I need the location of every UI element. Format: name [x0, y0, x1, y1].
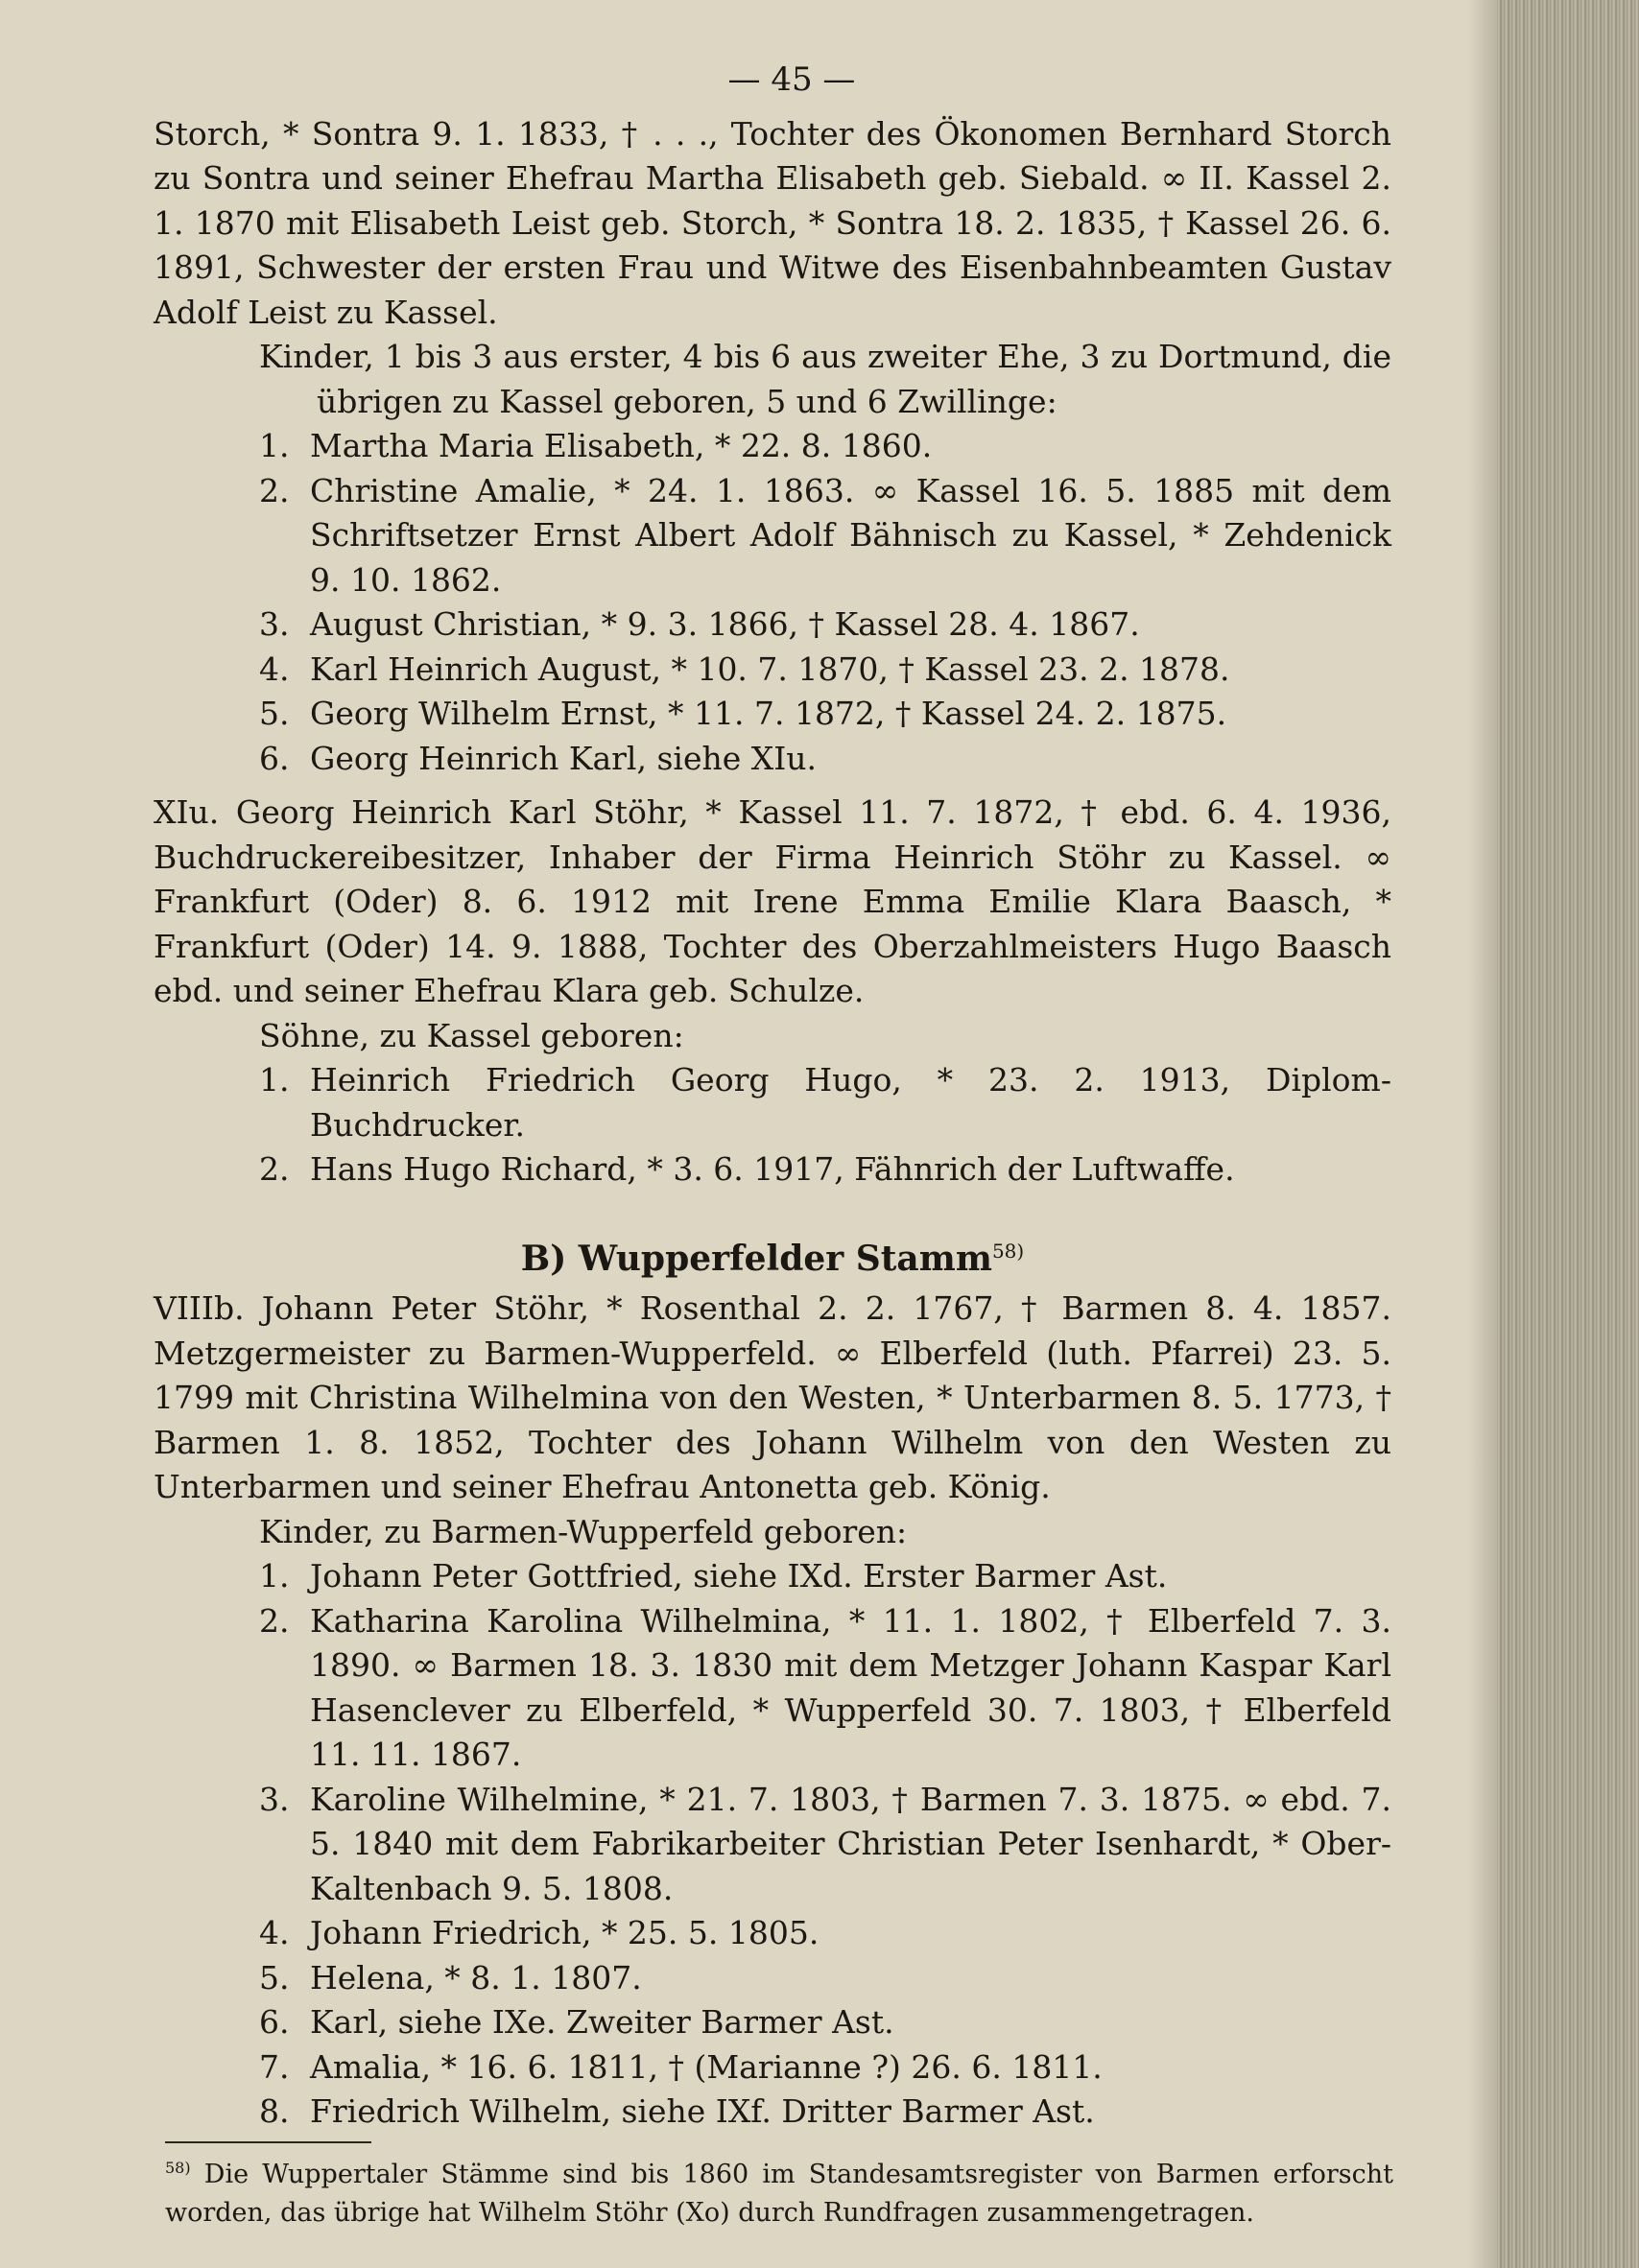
list-item-number: 6.	[259, 739, 290, 777]
text-block	[154, 58, 1391, 2135]
list-item	[154, 2045, 1391, 2091]
list-item	[154, 737, 1391, 782]
list-item-text: Karl, siehe IXe. Zweiter Barmer Ast.	[310, 2003, 894, 2041]
list-item-number: 4.	[259, 1914, 290, 1951]
list-item-text: Katharina Karolina Wilhelmina, * 11. 1. 1802, † Elberfeld 7. 3. 1890. ∞ Barmen 18. 3. 1830 mit dem Metzger Johann Kaspar Karl Hasenclever zu Elberfeld, * Wupperfeld 30. 7. 1803, † Elberfeld 11. 11. 1867.	[310, 1601, 1391, 1773]
children-b-heading: Kinder, zu Barmen-Wupperfeld geboren:	[259, 1512, 908, 1550]
footnote-text: Die Wuppertaler Stämme sind bis 1860 im Standesamtsregister von Barmen erforscht worden, das übrige hat Wilhelm Stöhr (Xo) durch Rundfragen zusammengetragen.	[165, 2160, 1393, 2228]
list-item	[154, 1599, 1391, 1778]
list-item-number: 6.	[259, 2003, 290, 2041]
list-item	[154, 2000, 1391, 2045]
list-item-text: Johann Friedrich, * 25. 5. 1805.	[310, 1914, 820, 1951]
sons-list	[154, 1058, 1391, 1193]
list-item-text: Karl Heinrich August, * 10. 7. 1870, † Kassel 23. 2. 1878.	[310, 650, 1230, 688]
list-item-number: 1.	[259, 1061, 290, 1099]
list-item-text: Helena, * 8. 1. 1807.	[310, 1958, 642, 1996]
list-item-number: 2.	[259, 471, 290, 509]
children-a-list	[154, 424, 1391, 781]
page-number: — 45 —	[727, 60, 856, 99]
entry-viiib: VIIIb. Johann Peter Stöhr, * Rosenthal 2. 2. 1767, † Barmen 8. 4. 1857. Metzgermeister zu Barmen-Wupperfeld. ∞ Elberfeld (luth. Pfarrei) 23. 5. 1799 mit Christina Wilhelmina von den Westen, * Unterbarmen 8. 5. 1773, † Barmen 1. 8. 1852, Tochter des Johann Wilhelm von den Westen zu Unterbarmen und seiner Ehefrau Antonetta geb. König.	[154, 1289, 1391, 1505]
list-item	[154, 692, 1391, 737]
footnote	[165, 2149, 1393, 2233]
list-item	[154, 424, 1391, 469]
section-heading-text: B) Wupperfelder Stamm	[520, 1238, 992, 1279]
list-item	[154, 1058, 1391, 1147]
list-item-text: Martha Maria Elisabeth, * 22. 8. 1860.	[310, 427, 933, 464]
list-item	[154, 1147, 1391, 1193]
list-item	[154, 602, 1391, 648]
list-item	[154, 1956, 1391, 2001]
list-item-number: 3.	[259, 1780, 290, 1818]
children-a-heading: Kinder, 1 bis 3 aus erster, 4 bis 6 aus zweiter Ehe, 3 zu Dortmund, die übrigen zu Kassel geboren, 5 und 6 Zwillinge:	[259, 338, 1391, 420]
list-item-number: 1.	[259, 427, 290, 464]
list-item-text: Johann Peter Gottfried, siehe IXd. Erster Barmer Ast.	[310, 1557, 1168, 1595]
list-item-number: 2.	[259, 1150, 290, 1188]
list-item-text: Amalia, * 16. 6. 1811, † (Marianne ?) 26. 6. 1811.	[310, 2047, 1103, 2086]
list-item-text: Georg Wilhelm Ernst, * 11. 7. 1872, † Kassel 24. 2. 1875.	[310, 695, 1227, 732]
footnote-number: 58)	[165, 2159, 191, 2177]
sons-heading: Söhne, zu Kassel geboren:	[259, 1016, 684, 1054]
list-item-number: 2.	[259, 1601, 290, 1640]
section-heading	[154, 1229, 1391, 1282]
list-item-number: 8.	[259, 2092, 290, 2130]
list-item	[154, 2090, 1391, 2135]
page-edges	[1497, 0, 1639, 2268]
children-b-list	[154, 1554, 1391, 2135]
list-item-number: 4.	[259, 650, 290, 688]
list-item-number: 5.	[259, 1958, 290, 1996]
list-item	[154, 1554, 1391, 1599]
footnote-rule	[165, 2141, 371, 2143]
intro-paragraph: Storch, * Sontra 9. 1. 1833, † . . ., Tochter des Ökonomen Bernhard Storch zu Sontra und seiner Ehefrau Martha Elisabeth geb. Siebald. ∞ II. Kassel 2. 1. 1870 mit Elisabeth Leist geb. Storch, * Sontra 18. 2. 1835, † Kassel 26. 6. 1891, Schwester der ersten Frau und Witwe des Eisenbahnbeamten Gustav Adolf Leist zu Kassel.	[154, 114, 1391, 331]
list-item-text: Heinrich Friedrich Georg Hugo, * 23. 2. 1913, Diplom-Buchdrucker.	[310, 1061, 1391, 1144]
list-item-number: 7.	[259, 2047, 290, 2086]
list-item-text: Georg Heinrich Karl, siehe XIu.	[310, 739, 818, 777]
list-item-text: Karoline Wilhelmine, * 21. 7. 1803, † Barmen 7. 3. 1875. ∞ ebd. 7. 5. 1840 mit dem Fabrikarbeiter Christian Peter Isenhardt, * Ober-Kaltenbach 9. 5. 1808.	[310, 1780, 1391, 1907]
list-item	[154, 1911, 1391, 1956]
footnote-marker: 58)	[991, 1239, 1025, 1263]
list-item	[154, 1778, 1391, 1912]
list-item-text: Christine Amalie, * 24. 1. 1863. ∞ Kassel 16. 5. 1885 mit dem Schriftsetzer Ernst Albert Adolf Bähnisch zu Kassel, * Zehdenick 9. 10. 1862.	[310, 471, 1391, 599]
list-item-text: Friedrich Wilhelm, siehe IXf. Dritter Barmer Ast.	[310, 2092, 1095, 2130]
entry-xiu: XIu. Georg Heinrich Karl Stöhr, * Kassel 11. 7. 1872, † ebd. 6. 4. 1936, Buchdruckereibesitzer, Inhaber der Firma Heinrich Stöhr zu Kassel. ∞ Frankfurt (Oder) 8. 6. 1912 mit Irene Emma Emilie Klara Baasch, * Frankfurt (Oder) 14. 9. 1888, Tochter des Oberzahlmeisters Hugo Baasch ebd. und seiner Ehefrau Klara geb. Schulze.	[154, 793, 1391, 1009]
list-item-number: 1.	[259, 1557, 290, 1595]
list-item	[154, 469, 1391, 603]
list-item-number: 3.	[259, 605, 290, 643]
list-item	[154, 648, 1391, 693]
list-item-text: August Christian, * 9. 3. 1866, † Kassel 28. 4. 1867.	[310, 605, 1140, 643]
list-item-text: Hans Hugo Richard, * 3. 6. 1917, Fähnrich der Luftwaffe.	[310, 1150, 1235, 1188]
list-item-number: 5.	[259, 695, 290, 732]
